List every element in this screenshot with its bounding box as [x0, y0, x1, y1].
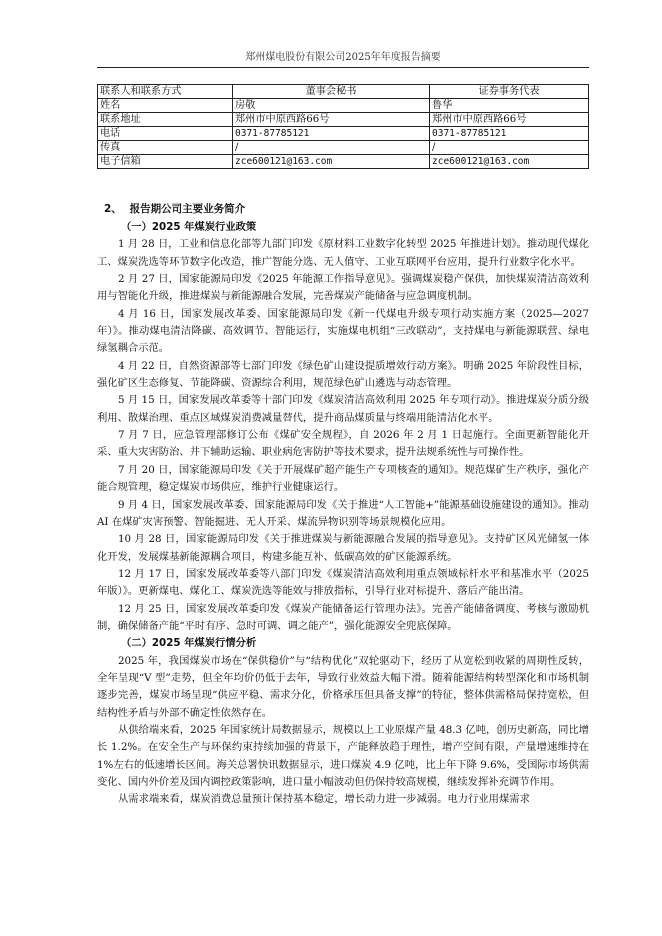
page-header: 郑州煤电股份有限公司2025年年度报告摘要	[97, 48, 589, 68]
representative-value: 0371-87785121	[430, 127, 589, 141]
contact-table	[97, 84, 589, 169]
row-label: 电话	[98, 127, 233, 141]
section-title-text: 报告期公司主要业务简介	[129, 203, 246, 215]
table-row	[98, 141, 589, 155]
section-number: 2、	[104, 203, 122, 215]
paragraph: 从供给端来看，2025 年国家统计局数据显示，规模以上工业原煤产量 48.3 亿吨，创历史新高，同比增长 1.2%。在安全生产与环保约束持续加强的背景下，产能释放趋于理性，增产空间有限，产量增速维持在 1%左右的低速增长区间。海关总署快讯数据显示，进口煤炭 4.9 亿吨，比上年下降 9.6%，受国际市场供需变化、国内外价差及国内调控政策影响，进口量小幅波动但仍保持较高规模，继续发挥补充调节作用。	[97, 723, 589, 788]
paragraph: 1 月 28 日，工业和信息化部等九部门印发《原材料工业数字化转型 2025 年推进计划》。推动现代煤化工、煤炭洗选等环节数字化改造，推广智能分选、无人值守、工业互联网平台应用，提升行业数字化水平。	[97, 238, 589, 268]
subsection-title: （二）2025 年煤炭行情分析	[121, 637, 257, 650]
body-text	[97, 219, 589, 809]
secretary-value: 郑州市中原西路66号	[233, 113, 430, 127]
representative-value: 郑州市中原西路66号	[430, 113, 589, 127]
table-row	[98, 155, 589, 169]
table-row	[98, 99, 589, 113]
representative-value: zce600121@163.com	[430, 155, 589, 169]
secretary-value: 房敬	[233, 99, 430, 113]
paragraph: 4 月 22 日，自然资源部等七部门印发《绿色矿山建设提质增效行动方案》。明确 2025 年阶段性目标，强化矿区生态修复、节能降碳、资源综合利用，规范绿色矿山遴选与动态管理。	[97, 359, 589, 390]
table-row	[98, 113, 589, 127]
paragraph: 9 月 4 日，国家发展改革委、国家能源局印发《关于推进“人工智能+”能源基础设施建设的通知》。推动 AI 在煤矿灾害预警、智能掘进、无人开采、煤流异物识别等场景规模化应用。	[97, 498, 589, 528]
paragraph: 7 月 7 日，应急管理部修订公布《煤矿安全规程》，自 2026 年 2 月 1 日起施行。全面更新智能化开采、重大灾害防治、井下辅助运输、职业病危害防护等技术要求，提升法规系统性与可操作性。	[97, 429, 589, 459]
section-title	[104, 201, 245, 216]
paragraph: 4 月 16 日，国家发展改革委、国家能源局印发《新一代煤电升级专项行动实施方案（2025—2027 年）》。推动煤电清洁降碳、高效调节、智能运行，实施煤电机组“三改联动”，支持煤电与新能源联营、绿电绿氢耦合示范。	[97, 307, 589, 355]
paragraph: 5 月 15 日，国家发展改革委等十部门印发《煤炭清洁高效利用 2025 年专项行动》。推进煤炭分质分级利用、散煤治理、重点区域煤炭消费减量替代，提升商品煤质量与终端用能清洁化水平。	[97, 394, 589, 424]
representative-value: 鲁华	[430, 99, 589, 113]
representative-value: /	[430, 141, 589, 155]
paragraph: 10 月 28 日，国家能源局印发《关于推进煤炭与新能源融合发展的指导意见》。支持矿区风光储氢一体化开发，发展煤基新能源耦合项目，构建多能互补、低碳高效的矿区能源系统。	[97, 533, 589, 563]
secretary-value: 0371-87785121	[233, 127, 430, 141]
paragraph: 12 月 17 日，国家发展改革委等八部门印发《煤炭清洁高效利用重点领域标杆水平和基准水平（2025 年版）》。更新煤电、煤化工、煤炭洗选等能效与排放指标，引导行业对标提升、落后产能出清。	[97, 567, 589, 598]
table-row	[98, 127, 589, 141]
table-header-cell: 证券事务代表	[430, 85, 589, 99]
row-label: 电子信箱	[98, 155, 233, 169]
paragraph: 2025 年，我国煤炭市场在“保供稳价”与“结构优化”双轮驱动下，经历了从宽松到收紧的周期性反转，全年呈现“V 型”走势，但全年均价仍低于去年，导致行业效益大幅下滑。随着能源结构转型深化和市场机制逐步完善，煤炭市场呈现“供应平稳、需求分化，价格承压但具备支撑”的特征，整体供需格局保持宽松，但结构性矛盾与外部不确定性依然存在。	[97, 654, 589, 719]
table-header-cell: 董事会秘书	[233, 85, 430, 99]
row-label: 姓名	[98, 99, 233, 113]
secretary-value: /	[233, 141, 430, 155]
paragraph: 7 月 20 日，国家能源局印发《关于开展煤矿超产能生产专项核查的通知》。规范煤矿生产秩序，强化产能合规管理，稳定煤炭市场供应，维护行业健康运行。	[97, 463, 589, 494]
paragraph: 2 月 27 日，国家能源局印发《2025 年能源工作指导意见》。强调煤炭稳产保供，加快煤炭清洁高效利用与智能化升级，推进煤炭与新能源融合发展，完善煤炭产能储备与应急调度机制。	[97, 273, 589, 303]
table-header-cell: 联系人和联系方式	[98, 85, 233, 99]
paragraph: 12 月 25 日，国家发展改革委印发《煤炭产能储备运行管理办法》。完善产能储备调度、考核与激励机制，确保储备产能“平时有序、急时可调、调之能产”，强化能源安全兜底保障。	[97, 602, 589, 632]
subsection-title: （一）2025 年煤炭行业政策	[121, 221, 257, 233]
row-label: 传真	[98, 141, 233, 155]
paragraph: 从需求端来看，煤炭消费总量预计保持基本稳定，增长动力进一步减弱。电力行业用煤需求	[118, 793, 530, 806]
row-label: 联系地址	[98, 113, 233, 127]
secretary-value: zce600121@163.com	[233, 155, 430, 169]
table-header-row	[98, 85, 589, 99]
